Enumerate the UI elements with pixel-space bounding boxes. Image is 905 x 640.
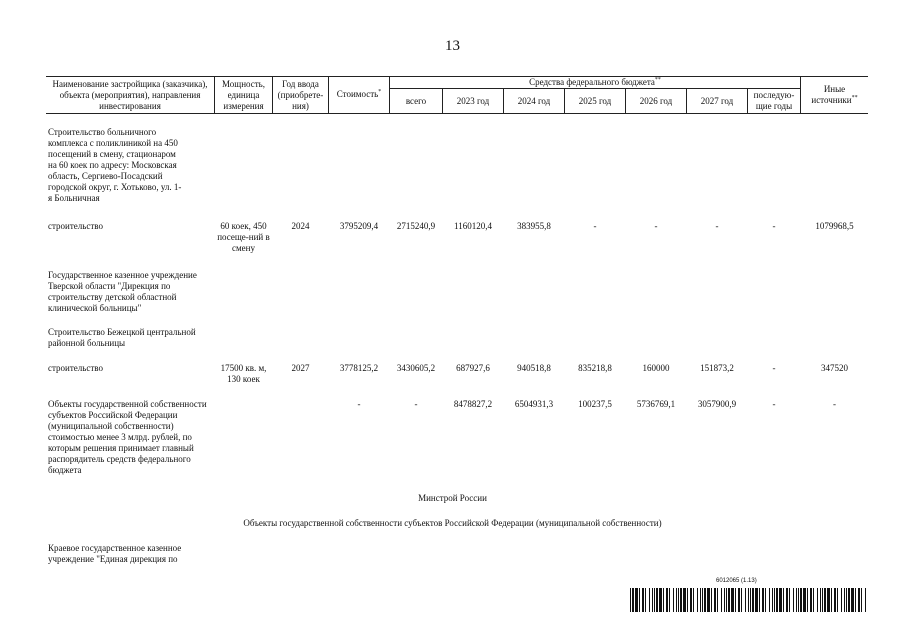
row-other-sources: -: [833, 399, 836, 409]
row-2025: 835218,8: [578, 363, 612, 373]
row-name: Объекты государственной собственности субъектов Российской Федерации (муниципальной собственности) стоимостью менее 3 млрд. рублей, по которым решения принимает главный распорядитель средств федерального бюджета: [48, 399, 207, 475]
header-cost-text: Стоимость: [336, 89, 379, 99]
row-2025: -: [593, 221, 597, 231]
row-year: 2024: [291, 221, 310, 231]
row-name: строительство: [48, 221, 103, 231]
row-total: -: [414, 399, 418, 409]
row-total: 2715240,9: [396, 221, 436, 231]
header-2024: 2024 год: [517, 96, 551, 106]
header-capacity: Мощность, единица измерения: [221, 79, 266, 111]
row-2026: 5736769,1: [636, 399, 676, 409]
page-number: 13: [445, 38, 460, 54]
row-2025: 100237,5: [578, 399, 612, 409]
row-year: 2027: [291, 363, 310, 373]
barcode-label: 6012065 (1.13): [716, 578, 757, 584]
row-capacity: 17500 кв. м, 130 коек: [220, 363, 267, 384]
row-2023: 8478827,2: [453, 399, 493, 409]
header-2027: 2027 год: [700, 96, 734, 106]
row-2027: 151873,2: [700, 363, 734, 373]
row-cost: 3778125,2: [339, 363, 379, 373]
row-2027: -: [715, 221, 719, 231]
row-cost: -: [357, 399, 361, 409]
section-heading: Объекты государственной собственности субъектов Российской Федерации (муниципальной собственности): [243, 518, 662, 528]
institution-name: Государственное казенное учреждение Тверской области "Дирекция по строительству детской областной клинической больницы": [48, 270, 197, 313]
header-federal: [390, 77, 800, 88]
header-bottom-rule: [46, 113, 868, 114]
header-2023: 2023 год: [456, 96, 490, 106]
footnote-mark: **: [654, 77, 661, 83]
row-2024: 940518,8: [517, 363, 551, 373]
footnote-mark: **: [851, 95, 858, 101]
row-cost: 3795209,4: [339, 221, 379, 231]
header-name: Наименование застройщика (заказчика), объекта (мероприятия), направления инвестирования: [52, 79, 208, 111]
object-1-title: Строительство больничного комплекса с поликлиникой на 450 посещений в смену, стационаром на 60 коек по адресу: Московская область, Сергиево-Посадский городской округ, г. Хотьково, ул. 1-я Больничная: [48, 127, 182, 203]
row-2024: 383955,8: [517, 221, 551, 231]
header-other-sources: [801, 84, 868, 106]
header-later-years: последую-щие годы: [753, 90, 795, 111]
header-year: Год ввода (приобрете-ния): [277, 79, 324, 111]
row-total: 3430605,2: [396, 363, 436, 373]
federal-budget-rule: [389, 88, 800, 89]
header-other-text: Иные источники: [811, 84, 852, 105]
row-other-sources: 1079968,5: [815, 221, 854, 231]
row-later-years: -: [772, 399, 776, 409]
header-federal-text: Средства федерального бюджета: [529, 77, 655, 87]
row-other-sources: 347520: [821, 363, 848, 373]
row-2027: 3057900,9: [697, 399, 737, 409]
row-later-years: -: [772, 221, 776, 231]
row-later-years: -: [772, 363, 776, 373]
header-2026: 2026 год: [639, 96, 673, 106]
barcode-icon: [630, 588, 868, 612]
header-total: всего: [405, 96, 427, 106]
row-2026: 160000: [642, 363, 670, 373]
ministry-heading: Минстрой России: [418, 493, 487, 503]
footnote-mark: *: [378, 89, 382, 95]
row-name: строительство: [48, 363, 103, 373]
row-2023: 1160120,4: [454, 221, 492, 231]
row-2023: 687927,6: [456, 363, 490, 373]
object-2-title: Строительство Бежецкой центральной районной больницы: [48, 327, 196, 348]
row-capacity: 60 коек, 450 посеще-ний в смену: [217, 221, 270, 253]
last-entry: Краевое государственное казенное учреждение "Единая дирекция по: [48, 543, 182, 564]
row-2024: 6504931,3: [514, 399, 554, 409]
header-cost: [329, 89, 389, 100]
header-2025: 2025 год: [578, 96, 612, 106]
row-2026: -: [654, 221, 658, 231]
